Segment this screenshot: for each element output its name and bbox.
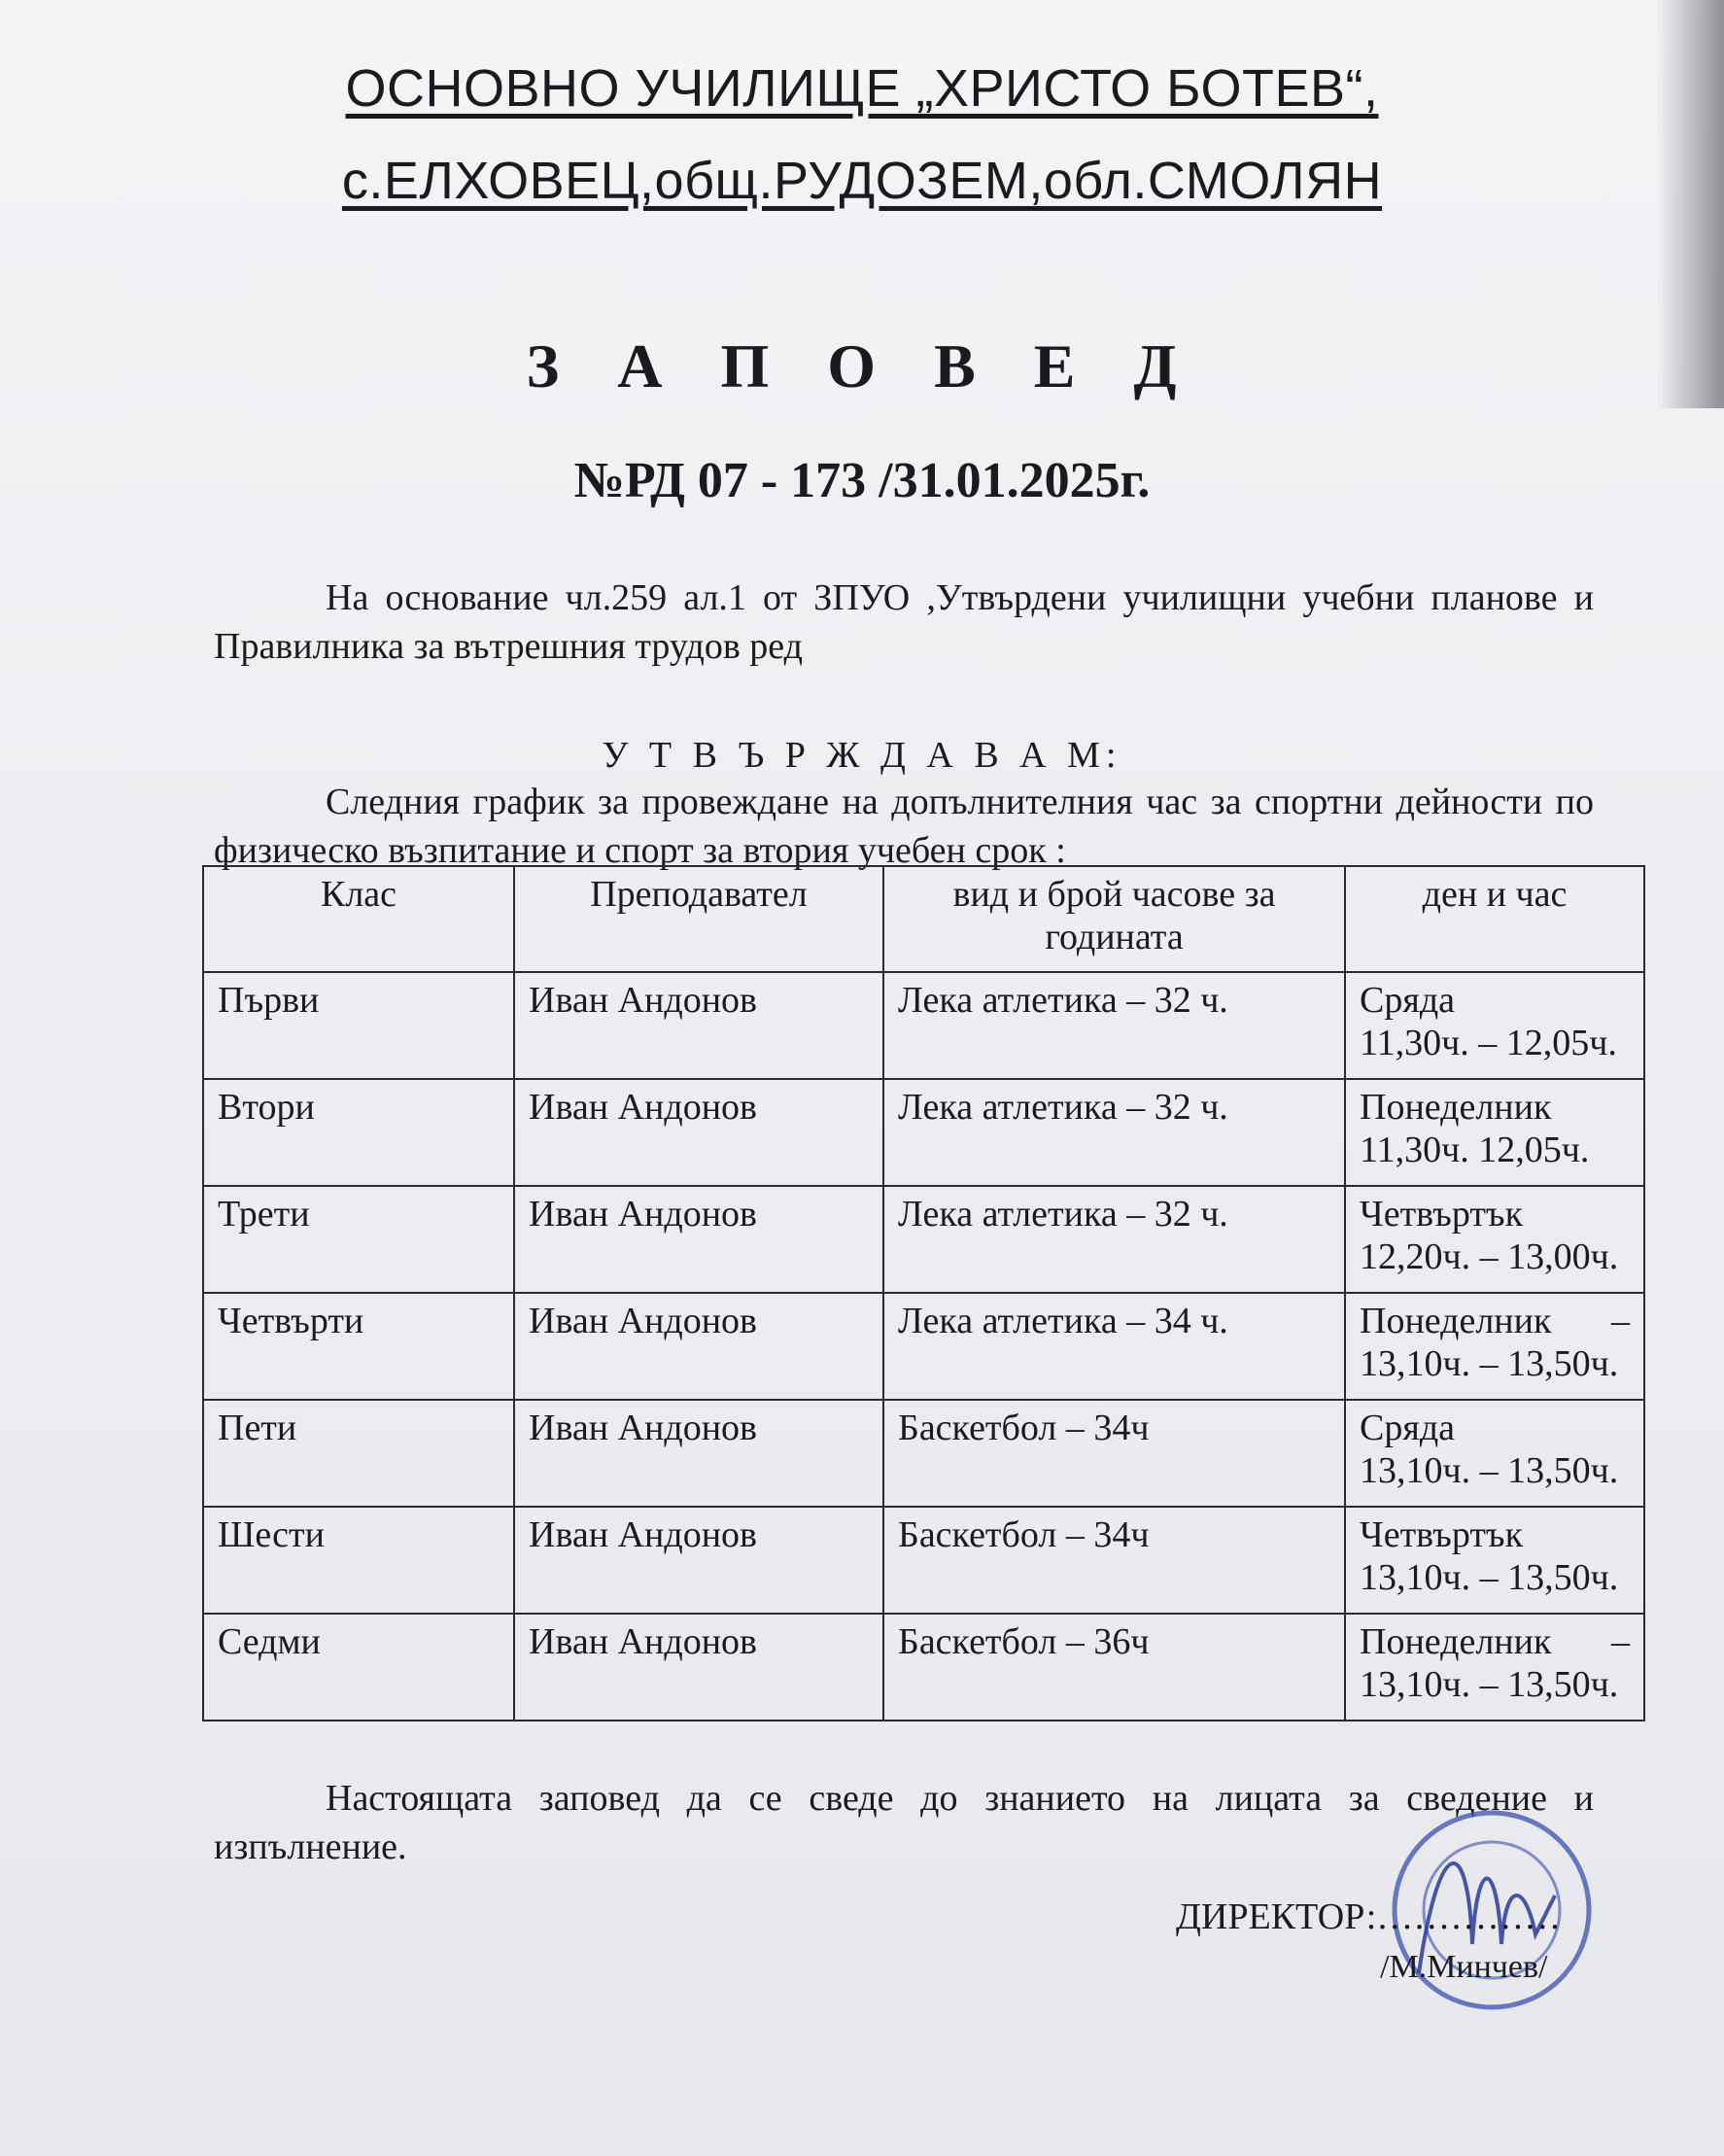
cell-day [1360, 1407, 1630, 1449]
cell-day [1360, 1300, 1630, 1342]
cell-class: Четвърти [203, 1293, 514, 1400]
cell-day-label: Понеделник [1360, 1301, 1552, 1341]
cell-day-time [1345, 1400, 1644, 1507]
cell-teacher: Иван Андонов [514, 1400, 883, 1507]
cell-class: Втори [203, 1079, 514, 1186]
cell-day-label: Сряда [1360, 1408, 1456, 1448]
table-header-row [203, 866, 1644, 972]
cell-time: 13,10ч. – 13,50ч. [1360, 1664, 1619, 1705]
table-row [203, 1507, 1644, 1614]
cell-teacher: Иван Андонов [514, 972, 883, 1079]
header-day-time: ден и час [1345, 866, 1644, 972]
cell-day-time [1345, 972, 1644, 1079]
cell-day-label: Сряда [1360, 980, 1456, 1021]
school-address-line2: с.ЕЛХОВЕЦ,общ.РУДОЗЕМ,обл.СМОЛЯН [341, 152, 1383, 210]
cell-day [1360, 1513, 1630, 1556]
table-row [203, 1614, 1644, 1721]
schedule-table [202, 865, 1645, 1721]
cell-day [1360, 1620, 1630, 1663]
schedule-intro: Следния график за провеждане на допълнителния час за спортни дейности по физическо възпитание и спорт за втория учебен срок : [214, 782, 1594, 871]
cell-time: 11,30ч. 12,05ч. [1360, 1130, 1590, 1170]
cell-teacher: Иван Андонов [514, 1507, 883, 1614]
director-label: ДИРЕКТОР:…………… [1176, 1896, 1562, 1937]
cell-time: 13,10ч. – 13,50ч. [1360, 1450, 1619, 1491]
cell-teacher: Иван Андонов [514, 1186, 883, 1293]
cell-day-label: Четвъртък [1360, 1514, 1524, 1555]
cell-activity: Лека атлетика – 32 ч. [883, 972, 1345, 1079]
cell-activity: Лека атлетика – 34 ч. [883, 1293, 1345, 1400]
cell-activity: Баскетбол – 34ч [883, 1400, 1345, 1507]
cell-class: Първи [203, 972, 514, 1079]
cell-teacher: Иван Андонов [514, 1614, 883, 1721]
order-number: №РД 07 - 173 /31.01.2025г. [573, 453, 1151, 508]
header-activity: вид и брой часове за годината [883, 866, 1345, 972]
cell-day-dash: – [1611, 1301, 1630, 1341]
table-row [203, 1186, 1644, 1293]
cell-activity: Лека атлетика – 32 ч. [883, 1186, 1345, 1293]
table-row [203, 1079, 1644, 1186]
cell-time: 12,20ч. – 13,00ч. [1360, 1236, 1619, 1277]
table-row [203, 972, 1644, 1079]
cell-time: 13,10ч. – 13,50ч. [1360, 1557, 1619, 1598]
table-row [203, 1293, 1644, 1400]
cell-day-dash: – [1611, 1621, 1630, 1662]
cell-teacher: Иван Андонов [514, 1079, 883, 1186]
cell-activity: Лека атлетика – 32 ч. [883, 1079, 1345, 1186]
school-name-line1: ОСНОВНО УЧИЛИЩЕ „ХРИСТО БОТЕВ“, [345, 59, 1379, 118]
header-teacher: Преподавател [514, 866, 883, 972]
cell-day-time [1345, 1079, 1644, 1186]
cell-day [1360, 979, 1630, 1022]
cell-day [1360, 1193, 1630, 1235]
cell-class: Трети [203, 1186, 514, 1293]
director-name: /М.Минчев/ [1380, 1949, 1548, 1985]
cell-time: 13,10ч. – 13,50ч. [1360, 1343, 1619, 1384]
cell-class: Шести [203, 1507, 514, 1614]
cell-class: Пети [203, 1400, 514, 1507]
cell-day-label: Понеделник [1360, 1621, 1552, 1662]
cell-day-time [1345, 1507, 1644, 1614]
cell-class: Седми [203, 1614, 514, 1721]
header-class: Клас [203, 866, 514, 972]
cell-teacher: Иван Андонов [514, 1293, 883, 1400]
cell-day-time [1345, 1614, 1644, 1721]
order-title: З А П О В Е Д [526, 331, 1198, 400]
approve-heading: У Т В Ъ Р Ж Д А В А М: [602, 735, 1122, 776]
cell-day [1360, 1086, 1630, 1129]
cell-day-time [1345, 1186, 1644, 1293]
closing-paragraph: Настоящата заповед да се сведе до знанието на лицата за сведение и изпълнение. [214, 1778, 1594, 1867]
cell-activity: Баскетбол – 34ч [883, 1507, 1345, 1614]
cell-day-label: Понеделник [1360, 1087, 1552, 1128]
cell-day-time [1345, 1293, 1644, 1400]
cell-activity: Баскетбол – 36ч [883, 1614, 1345, 1721]
cell-time: 11,30ч. – 12,05ч. [1360, 1023, 1617, 1063]
table-row [203, 1400, 1644, 1507]
cell-day-label: Четвъртък [1360, 1194, 1524, 1234]
basis-paragraph: На основание чл.259 ал.1 от ЗПУО ,Утвърдени училищни учебни планове и Правилника за вътрешния трудов ред [214, 577, 1594, 667]
